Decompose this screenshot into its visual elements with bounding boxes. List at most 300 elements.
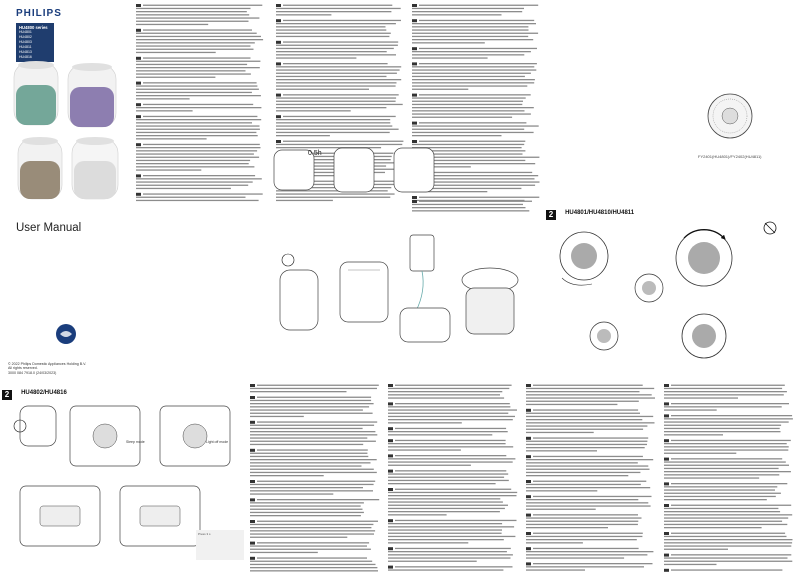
text-line	[276, 23, 396, 24]
text-line	[136, 95, 261, 96]
text-line	[388, 409, 517, 410]
series-name: HU4800 series	[19, 25, 48, 30]
text-line	[250, 524, 373, 525]
text-line	[526, 401, 639, 402]
text-line	[664, 564, 717, 565]
text-line	[388, 391, 502, 392]
text-line	[671, 533, 785, 534]
text-line	[526, 551, 653, 552]
language-tag	[664, 504, 669, 507]
note-box	[196, 530, 244, 560]
language-tag	[136, 143, 141, 146]
text-line	[136, 85, 257, 86]
text-line	[395, 455, 506, 456]
text-line	[395, 385, 512, 386]
text-line	[136, 200, 259, 201]
text-line	[388, 542, 468, 543]
text-line	[388, 505, 508, 506]
language-tag	[412, 4, 417, 7]
text-line	[671, 483, 787, 484]
language-tag	[136, 4, 141, 7]
text-line	[276, 97, 396, 98]
panel-b-icon	[160, 406, 230, 466]
text-line	[664, 561, 792, 562]
text-line	[671, 415, 792, 416]
text-line	[250, 475, 324, 476]
text-line	[250, 567, 377, 568]
text-line	[250, 413, 373, 414]
text-line	[388, 413, 508, 414]
text-line	[250, 444, 363, 445]
text-line	[276, 57, 356, 58]
text-line	[526, 447, 645, 448]
text-line	[533, 481, 646, 482]
text-line	[664, 545, 791, 546]
text-line	[250, 505, 361, 506]
text-line	[136, 24, 208, 25]
text-line	[136, 181, 253, 182]
text-line	[136, 138, 207, 139]
text-line	[143, 104, 253, 105]
text-line	[276, 48, 394, 49]
humidifier-white-icon	[72, 137, 118, 199]
text-line	[250, 459, 377, 460]
language-tag	[664, 414, 669, 417]
model-list-6: HU4816	[19, 55, 32, 59]
text-line	[250, 431, 375, 432]
step-2-tank-icon	[340, 262, 388, 322]
sleep-mode-label: Sleep mode	[126, 440, 145, 444]
text-line	[664, 391, 787, 392]
text-line	[250, 416, 304, 417]
text-line	[412, 104, 522, 105]
text-line	[664, 517, 788, 518]
language-tag	[664, 458, 669, 461]
text-line	[250, 561, 372, 562]
text-line	[250, 493, 333, 494]
text-line	[136, 129, 260, 130]
text-line	[250, 533, 374, 534]
text-line	[533, 385, 643, 386]
text-line	[388, 551, 507, 552]
text-line	[276, 33, 391, 34]
filter-illustration	[690, 90, 770, 150]
volume-label: 0.5h	[308, 150, 322, 157]
text-line	[250, 425, 374, 426]
language-tag	[388, 519, 393, 522]
text-line	[526, 536, 642, 537]
text-line	[533, 496, 652, 497]
text-line	[412, 66, 534, 67]
text-line	[412, 39, 533, 40]
text-line	[664, 471, 791, 472]
text-line	[388, 473, 508, 474]
text-line	[250, 490, 373, 491]
text-line	[250, 403, 374, 404]
text-line	[388, 533, 502, 534]
text-line	[136, 61, 260, 62]
text-line	[276, 36, 389, 37]
language-tag	[526, 514, 531, 517]
text-line	[250, 406, 369, 407]
text-line	[664, 524, 787, 525]
text-line	[276, 14, 331, 15]
filter-codes: FY2401(HU4801)/FY2402(HU4811)	[698, 154, 762, 159]
text-line	[395, 566, 513, 567]
language-tag	[526, 384, 531, 387]
text-line	[388, 416, 515, 417]
text-line	[419, 122, 526, 123]
text-line	[412, 107, 534, 108]
text-line	[526, 469, 650, 470]
text-line	[143, 82, 257, 83]
text-line	[664, 486, 777, 487]
text-line	[388, 495, 517, 496]
text-line	[526, 416, 653, 417]
language-tag	[250, 396, 255, 399]
text-line	[143, 175, 255, 176]
text-line	[250, 537, 347, 538]
text-line	[419, 20, 534, 21]
language-tag	[664, 384, 669, 387]
text-line	[395, 520, 517, 521]
text-line	[412, 82, 534, 83]
text-line	[526, 465, 648, 466]
text-line	[388, 458, 515, 459]
section-number: 2	[546, 210, 556, 220]
text-line	[250, 391, 347, 392]
text-line	[412, 51, 531, 52]
text-line	[526, 557, 624, 558]
knob-bottom-left-icon	[590, 322, 618, 350]
text-line	[136, 77, 215, 78]
text-line	[412, 97, 526, 98]
text-line	[283, 41, 398, 42]
text-line	[388, 480, 509, 481]
text-line	[388, 434, 492, 435]
text-line	[526, 527, 608, 528]
text-line	[276, 73, 397, 74]
text-line	[250, 530, 375, 531]
text-line	[664, 514, 792, 515]
text-line	[143, 144, 260, 145]
text-line	[664, 461, 786, 462]
text-line	[412, 79, 535, 80]
text-line	[412, 110, 525, 111]
text-line	[276, 8, 401, 9]
text-line	[388, 431, 508, 432]
text-line	[533, 437, 648, 438]
text-line	[671, 403, 789, 404]
text-line	[388, 501, 503, 502]
text-line	[388, 569, 503, 570]
text-line	[664, 443, 787, 444]
text-line	[388, 446, 513, 447]
text-line	[533, 514, 638, 515]
text-line	[388, 419, 513, 420]
language-tag	[388, 384, 393, 387]
text-line	[276, 26, 386, 27]
text-line	[412, 57, 488, 58]
language-tag	[136, 29, 141, 32]
text-line	[526, 425, 647, 426]
hand-press-icon	[14, 406, 56, 446]
text-line	[395, 489, 511, 490]
text-line	[526, 502, 648, 503]
product-photos	[10, 55, 130, 215]
text-line	[136, 92, 252, 93]
text-line	[136, 150, 257, 151]
text-line	[388, 449, 461, 450]
text-line	[257, 481, 375, 482]
text-line	[250, 545, 367, 546]
filter-panel	[672, 0, 802, 200]
text-line	[526, 391, 640, 392]
text-line	[257, 557, 367, 558]
copyright-line-2: All rights reserved.	[8, 366, 38, 371]
language-tag	[526, 532, 531, 535]
text-line	[526, 487, 650, 488]
knob-bottom-right-icon	[682, 314, 726, 358]
language-tag	[276, 4, 281, 7]
language-tag	[388, 454, 393, 457]
language-tag	[388, 439, 393, 442]
text-line	[664, 477, 759, 478]
text-line	[250, 434, 377, 435]
text-line	[257, 542, 369, 543]
text-line	[664, 468, 779, 469]
text-line	[136, 153, 254, 154]
text-line	[388, 492, 517, 493]
language-tag	[664, 439, 669, 442]
text-line	[283, 63, 388, 64]
text-line	[136, 147, 261, 148]
multilingual-text-bottom	[248, 380, 802, 575]
volume-illustrations	[270, 130, 440, 200]
text-line	[526, 432, 594, 433]
text-line	[526, 569, 585, 570]
text-line	[664, 499, 767, 500]
text-line	[250, 549, 371, 550]
text-line	[136, 163, 249, 164]
text-line	[533, 409, 638, 410]
text-line	[412, 29, 529, 30]
text-line	[276, 76, 387, 77]
text-line	[395, 440, 506, 441]
copyright-line-3: 3000 084 7918.0 (24/03/2023)	[8, 370, 57, 375]
language-tag	[388, 402, 393, 405]
text-line	[276, 107, 386, 108]
text-line	[412, 26, 528, 27]
text-line	[388, 561, 477, 562]
text-line	[136, 132, 256, 133]
text-line	[412, 76, 525, 77]
language-tag	[276, 115, 281, 118]
text-line	[276, 29, 386, 30]
text-line	[250, 441, 376, 442]
philips-logo: PHILIPS	[16, 8, 62, 19]
text-line	[136, 8, 251, 9]
text-line	[388, 523, 502, 524]
text-line	[419, 94, 531, 95]
text-line	[419, 63, 537, 64]
text-columns-bottom	[248, 380, 802, 575]
text-line	[395, 470, 506, 471]
language-tag	[136, 193, 141, 196]
text-line	[136, 52, 216, 53]
text-line	[388, 554, 513, 555]
text-line	[664, 465, 789, 466]
text-line	[388, 557, 511, 558]
text-line	[136, 107, 261, 108]
language-tag	[388, 547, 393, 550]
assembly-steps	[270, 200, 544, 372]
text-line	[395, 403, 510, 404]
text-line	[276, 51, 387, 52]
light-off-label: Light off mode	[206, 440, 229, 444]
assembly-illustrations	[270, 200, 544, 372]
text-line	[395, 548, 511, 549]
text-line	[276, 54, 396, 55]
text-line	[526, 444, 647, 445]
model-list-5: HU4813	[19, 50, 32, 54]
text-line	[136, 70, 246, 71]
text-line	[136, 197, 246, 198]
text-line	[664, 446, 789, 447]
step-1-icon	[280, 254, 318, 330]
text-line	[250, 428, 363, 429]
text-line	[250, 465, 362, 466]
text-line	[526, 422, 655, 423]
text-line	[388, 511, 500, 512]
text-line	[526, 404, 617, 405]
text-line	[276, 89, 369, 90]
text-line	[526, 459, 653, 460]
text-line	[136, 11, 247, 12]
press-hint: Press 3 s	[198, 532, 211, 536]
text-line	[276, 69, 400, 70]
text-line	[388, 443, 506, 444]
text-line	[526, 499, 638, 500]
text-line	[276, 119, 390, 120]
text-line	[136, 49, 254, 50]
text-line	[526, 509, 596, 510]
text-line	[276, 104, 403, 105]
language-tag	[276, 62, 281, 65]
humidifier-green-icon	[14, 61, 58, 125]
text-line	[671, 505, 791, 506]
text-line	[526, 484, 641, 485]
text-line	[526, 524, 638, 525]
text-line	[526, 521, 638, 522]
text-line	[388, 465, 471, 466]
text-line	[136, 125, 260, 126]
text-line	[664, 418, 793, 419]
language-tag	[276, 94, 281, 97]
language-tag	[412, 62, 417, 65]
text-line	[412, 42, 485, 43]
language-tag	[250, 557, 255, 560]
text-line	[664, 493, 781, 494]
text-line	[257, 421, 377, 422]
language-tag	[250, 449, 255, 452]
humidifier-brown-icon	[18, 137, 62, 199]
language-tag	[664, 569, 669, 572]
text-line	[257, 397, 371, 398]
volume-steps	[270, 130, 440, 200]
language-tag	[526, 495, 531, 498]
text-line	[664, 388, 782, 389]
text-line	[143, 116, 257, 117]
text-line	[283, 94, 399, 95]
text-line	[136, 17, 259, 18]
text-line	[388, 526, 514, 527]
text-line	[664, 425, 781, 426]
text-line	[526, 413, 640, 414]
text-line	[526, 472, 640, 473]
panel-c-icon	[20, 486, 100, 546]
text-line	[257, 521, 378, 522]
language-tag	[276, 41, 281, 44]
text-line	[136, 98, 190, 99]
text-line	[250, 502, 364, 503]
text-line	[136, 89, 259, 90]
text-line	[388, 483, 496, 484]
text-line	[664, 536, 787, 537]
text-line	[143, 193, 263, 194]
text-line	[250, 564, 376, 565]
text-line	[388, 461, 513, 462]
model-list-2: HU4802	[19, 35, 32, 39]
language-tag	[526, 547, 531, 550]
text-line	[257, 449, 368, 450]
no-water-icon	[764, 222, 776, 234]
text-line	[526, 505, 651, 506]
text-line	[250, 515, 361, 516]
text-line	[412, 89, 468, 90]
text-line	[526, 429, 643, 430]
hand-knob-icon	[560, 232, 608, 285]
text-line	[412, 113, 531, 114]
text-line	[664, 496, 776, 497]
text-line	[136, 119, 261, 120]
text-line	[412, 73, 531, 74]
text-line	[664, 428, 780, 429]
text-line	[664, 394, 784, 395]
text-line	[533, 548, 639, 549]
text-line	[136, 135, 258, 136]
text-line	[388, 536, 515, 537]
manual-title: User Manual	[16, 222, 82, 234]
language-tag	[250, 542, 255, 545]
language-tag	[388, 470, 393, 473]
text-line	[412, 33, 538, 34]
text-line	[136, 45, 251, 46]
text-line	[250, 509, 363, 510]
text-line	[136, 14, 249, 15]
text-line	[276, 66, 401, 67]
text-line	[136, 64, 247, 65]
text-line	[136, 110, 193, 111]
text-line	[388, 529, 502, 530]
text-line	[250, 552, 318, 553]
text-line	[250, 487, 363, 488]
text-line	[526, 475, 628, 476]
text-line	[526, 394, 652, 395]
text-line	[664, 539, 793, 540]
knob-right-icon	[676, 230, 732, 286]
text-line	[283, 5, 392, 6]
